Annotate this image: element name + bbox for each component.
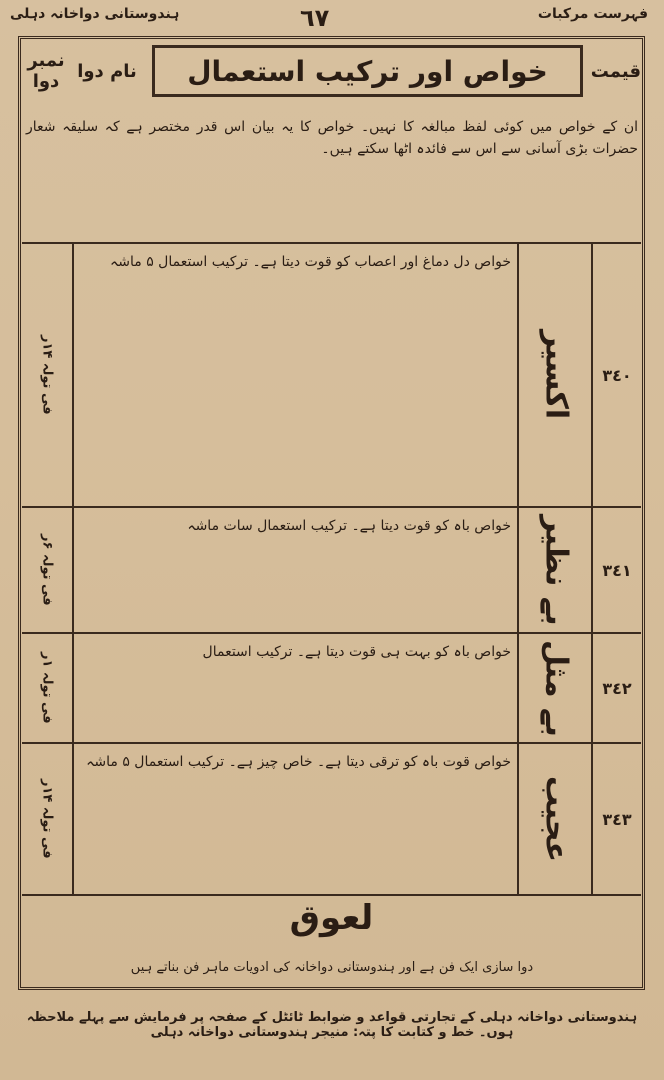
- row-price: فی تولہ ۶ر: [39, 534, 55, 606]
- footer-note: دوا سازی ایک فن ہے اور ہندوستانی دواخانہ کی ادویات ماہر فن بناتے ہیں: [130, 960, 534, 975]
- table-row: [22, 508, 641, 634]
- page-number: ٦٧: [300, 4, 330, 32]
- col-name-label: نام دوا: [77, 60, 137, 82]
- row-number: ٣٤٢: [591, 634, 641, 742]
- table-title-bar: [22, 44, 641, 98]
- row-number: ٣٤٠: [591, 244, 641, 506]
- col-number-label: نمبر دوا: [27, 50, 65, 92]
- row-medicine-name: بے مثل: [517, 634, 593, 742]
- footer-terms: ہندوستانی دواخانہ دہلی کے تجارتی قواعد و ضوابط ٹائٹل کے صفحہ پر فرمایش سے پہلے ملاحظہ ہوں۔ خط و کتابت کا پتہ: منیجر ہندوستانی دواخانہ دہلی: [26, 1010, 638, 1040]
- row-price: فی تولہ ۱۴ر: [39, 335, 55, 415]
- section-heading: لعوق: [289, 898, 374, 938]
- table-row: [22, 634, 641, 744]
- row-price: فی تولہ ۱ر: [39, 652, 55, 724]
- row-description: خواص باہ کو بہت ہی قوت دیتا ہے۔ ترکیب استعمال: [72, 634, 519, 742]
- row-medicine-name: اکسیر: [517, 244, 593, 506]
- row-description: خواص قوت باہ کو ترقی دیتا ہے۔ خاص چیز ہے۔ ترکیب استعمال ۵ ماشہ: [72, 744, 519, 894]
- row-description: خواص باہ کو قوت دیتا ہے۔ ترکیب استعمال سات ماشہ: [72, 508, 519, 632]
- col-price-label: قیمت: [590, 60, 641, 82]
- header-right-section: فہرست مرکبات: [537, 6, 648, 22]
- row-medicine-name: عجیب: [517, 744, 593, 894]
- products-table: [22, 242, 641, 896]
- row-medicine-name: بے نظیر: [517, 508, 593, 632]
- table-row: [22, 244, 641, 508]
- row-number: ٣٤١: [591, 508, 641, 632]
- row-price: فی تولہ ۱۴ر: [39, 779, 55, 859]
- header-left-publisher: ہندوستانی دواخانہ دہلی: [10, 6, 180, 22]
- page-title: خواص اور ترکیب استعمال: [152, 45, 583, 97]
- intro-paragraph: ان کے خواص میں کوئی لفظ مبالغہ کا نہیں۔ خواص کا یہ بیان اس قدر مختصر ہے کہ سلیقہ شعار حضرات بڑی آسانی سے اس سے فائدہ اٹھا سکتے ہیں۔: [26, 119, 638, 157]
- table-row: [22, 744, 641, 896]
- row-number: ٣٤٣: [591, 744, 641, 894]
- row-description: خواص دل دماغ اور اعصاب کو قوت دیتا ہے۔ ترکیب استعمال ۵ ماشہ: [72, 244, 519, 506]
